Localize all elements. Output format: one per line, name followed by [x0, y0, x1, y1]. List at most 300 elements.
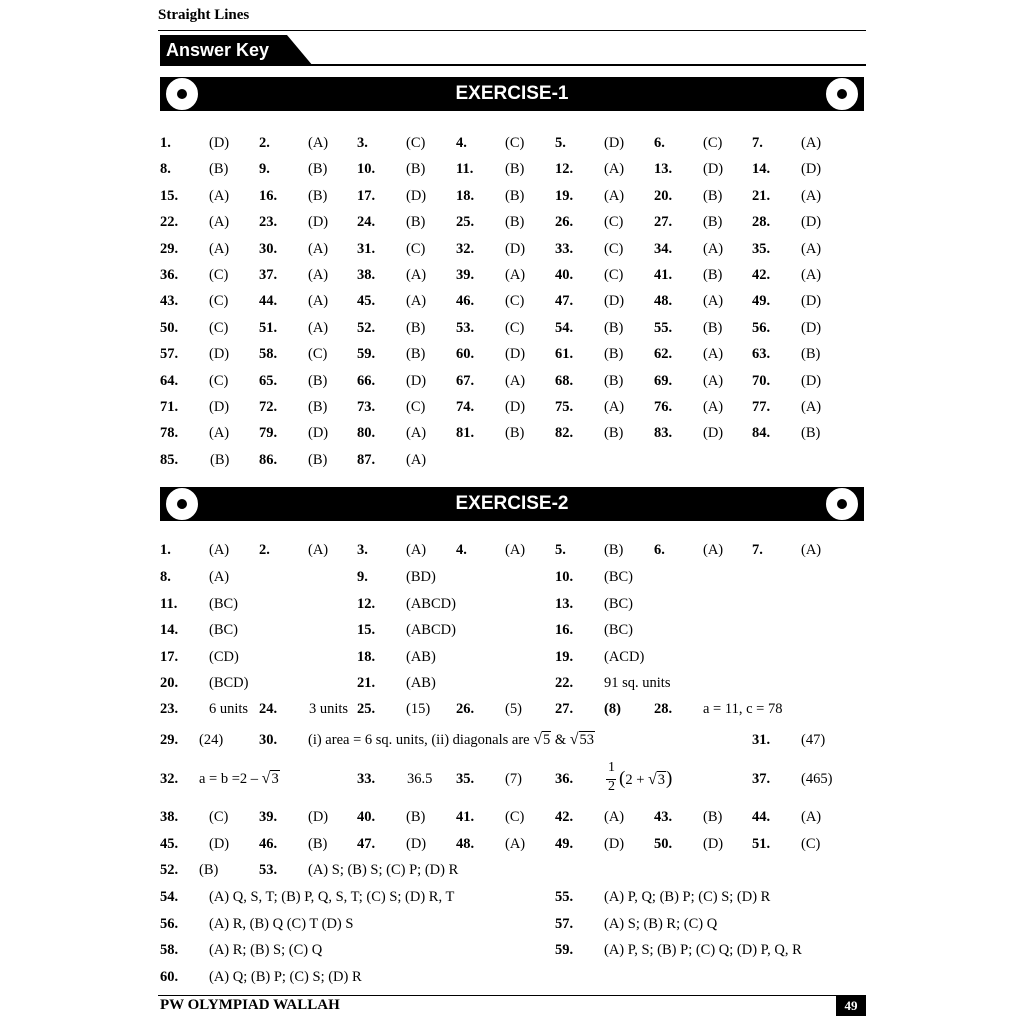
- answer-text: (i) area = 6 sq. units, (ii) diagonals are: [308, 732, 530, 748]
- question-number: 37.: [752, 771, 771, 787]
- question-number: 76.: [654, 399, 673, 415]
- answer-value: (C): [209, 809, 229, 825]
- sqrt-expression: √53: [569, 731, 595, 748]
- answer-value: (ABCD): [406, 622, 456, 638]
- question-number: 81.: [456, 425, 475, 442]
- question-number: 71.: [160, 399, 179, 415]
- question-number: 44.: [752, 809, 771, 825]
- question-number: 36.: [160, 267, 179, 283]
- question-number: 47.: [555, 293, 574, 310]
- answer-value: (A): [703, 346, 724, 363]
- exercise-1-banner: [160, 77, 864, 111]
- answer-value: (A) R; (B) S; (C) Q: [209, 942, 323, 958]
- question-number: 23.: [160, 701, 179, 717]
- question-number: 38.: [357, 267, 376, 283]
- question-number: 45.: [160, 836, 179, 852]
- answer-value: (B): [308, 161, 328, 178]
- question-number: 39.: [259, 809, 278, 825]
- question-number: 49.: [555, 836, 574, 852]
- exercise-2-title: EXERCISE-2: [455, 493, 569, 514]
- answer-value: (D): [703, 425, 724, 442]
- answer-value: (B): [210, 451, 230, 468]
- question-number: 52.: [160, 862, 179, 878]
- answer-value: (BC): [209, 622, 238, 638]
- question-number: 7.: [752, 135, 763, 151]
- answer-value: (A): [703, 240, 724, 257]
- answer-value: (A): [801, 135, 822, 151]
- answer-value: (A): [209, 542, 230, 558]
- answer-value: (C): [406, 240, 426, 257]
- answer-value: (A): [209, 214, 230, 231]
- question-number: 58.: [259, 346, 278, 363]
- answer-value: (B): [703, 319, 723, 336]
- answer-value: (BCD): [209, 675, 249, 691]
- question-number: 13.: [555, 595, 574, 612]
- question-number: 51.: [752, 836, 771, 852]
- answer-value: (A): [209, 569, 230, 585]
- question-number: 60.: [456, 346, 475, 363]
- question-number: 85.: [160, 451, 179, 468]
- question-number: 52.: [357, 319, 376, 336]
- question-number: 43.: [654, 809, 673, 825]
- question-number: 5.: [555, 542, 566, 558]
- answer-value: [308, 730, 595, 750]
- question-number: 68.: [555, 372, 574, 389]
- answer-value: (A): [703, 542, 724, 558]
- question-number: 55.: [555, 889, 574, 905]
- answer-value: (A): [505, 542, 526, 558]
- question-number: 70.: [752, 372, 771, 389]
- radicand: 5: [542, 732, 551, 748]
- answer-key-rule: [300, 64, 866, 66]
- question-number: 24.: [357, 214, 376, 231]
- answer-value: (A): [703, 372, 724, 389]
- question-number: 54.: [555, 319, 574, 336]
- answer-value: (D): [604, 135, 625, 151]
- question-number: 50.: [160, 319, 179, 336]
- answer-value: (B): [703, 187, 723, 204]
- question-number: 22.: [160, 214, 179, 231]
- answer-value: (B): [505, 214, 525, 231]
- question-number: 58.: [160, 942, 179, 958]
- answer-value: (C): [801, 836, 821, 852]
- question-number: 5.: [555, 135, 566, 151]
- answer-value: (C): [505, 809, 525, 825]
- answer-value: (A): [604, 399, 625, 415]
- answer-value: (B): [703, 809, 723, 825]
- question-number: 11.: [456, 161, 474, 178]
- answer-value: (7): [505, 771, 522, 787]
- question-number: 8.: [160, 569, 171, 585]
- question-number: 8.: [160, 161, 171, 178]
- answer-value: (A): [801, 542, 822, 558]
- question-number: 61.: [555, 346, 574, 363]
- answer-value: (B): [505, 187, 525, 204]
- question-number: 27.: [654, 214, 673, 231]
- question-number: 17.: [357, 187, 376, 204]
- answer-value: (A): [604, 809, 625, 825]
- question-number: 75.: [555, 399, 574, 415]
- answer-value: (ABCD): [406, 595, 456, 612]
- question-number: 15.: [357, 622, 376, 638]
- question-number: 74.: [456, 399, 475, 415]
- question-number: 32.: [160, 771, 179, 787]
- question-number: 47.: [357, 836, 376, 852]
- answer-value: (C): [703, 135, 723, 151]
- answer-value: (B): [604, 425, 624, 442]
- answer-value: (D): [209, 836, 230, 852]
- answer-value: (A): [801, 399, 822, 415]
- question-number: 36.: [555, 771, 574, 787]
- question-number: 31.: [357, 240, 376, 257]
- answer-value: (D): [505, 346, 526, 363]
- exercise-1-title: EXERCISE-1: [455, 83, 569, 104]
- answer-value: (A): [406, 451, 427, 468]
- close-paren: ): [666, 768, 673, 789]
- answer-value: (C): [209, 293, 229, 310]
- question-number: 43.: [160, 293, 179, 310]
- answer-value: (A): [505, 372, 526, 389]
- question-number: 29.: [160, 240, 179, 257]
- answer-value: (AB): [406, 675, 436, 691]
- question-number: 72.: [259, 399, 278, 415]
- question-number: 21.: [357, 675, 376, 691]
- question-number: 18.: [357, 648, 376, 665]
- question-number: 26.: [456, 701, 475, 717]
- answer-value: (C): [505, 319, 525, 336]
- question-number: 78.: [160, 425, 179, 442]
- question-number: 12.: [357, 595, 376, 612]
- question-number: 18.: [456, 187, 475, 204]
- question-number: 16.: [259, 187, 278, 204]
- answer-key-label: Answer Key: [166, 40, 270, 60]
- answer-value: a = 11, c = 78: [703, 701, 783, 717]
- question-number: 26.: [555, 214, 574, 231]
- question-number: 35.: [456, 771, 475, 787]
- answer-value: (B): [406, 214, 426, 231]
- answer-value: (C): [604, 240, 624, 257]
- question-number: 40.: [357, 809, 376, 825]
- circle-bullet-icon: [825, 77, 859, 111]
- numerator: 1: [608, 760, 615, 775]
- question-number: 82.: [555, 425, 574, 442]
- answer-value: (A) P, S; (B) P; (C) Q; (D) P, Q, R: [604, 942, 802, 958]
- answer-value: (B): [801, 346, 821, 363]
- question-number: 9.: [259, 161, 270, 178]
- answer-value: (B): [308, 399, 328, 415]
- question-number: 19.: [555, 187, 574, 204]
- question-number: 63.: [752, 346, 771, 363]
- answer-value: (D): [406, 836, 427, 852]
- question-number: 55.: [654, 319, 673, 336]
- question-number: 42.: [752, 267, 771, 283]
- answer-value: (A): [308, 319, 329, 336]
- answer-value: (A): [801, 187, 822, 204]
- answer-value: (C): [604, 267, 624, 283]
- answer-value: (D): [308, 425, 329, 442]
- question-number: 53.: [259, 862, 278, 878]
- question-number: 62.: [654, 346, 673, 363]
- question-number: 33.: [555, 240, 574, 257]
- question-number: 57.: [160, 346, 179, 363]
- answer-value: (A): [209, 187, 230, 204]
- answer-value: 6 units: [209, 701, 249, 717]
- answer-value: (465): [801, 771, 833, 787]
- question-number: 17.: [160, 648, 179, 665]
- answer-value: (D): [209, 399, 230, 415]
- question-number: 2.: [259, 135, 270, 151]
- header-rule: [158, 30, 866, 31]
- question-number: 6.: [654, 542, 665, 558]
- answer-value: (D): [801, 161, 822, 178]
- answer-value: (B): [505, 425, 525, 442]
- question-number: 3.: [357, 135, 368, 151]
- question-number: 45.: [357, 293, 376, 310]
- question-number: 84.: [752, 425, 771, 442]
- answer-value: (A): [406, 425, 427, 442]
- answer-text: 2 +: [625, 772, 645, 788]
- question-number: 32.: [456, 240, 475, 257]
- question-number: 21.: [752, 187, 771, 204]
- answer-value: (A): [308, 135, 329, 151]
- sqrt-expression: √3: [648, 771, 666, 788]
- answer-value: (B): [209, 161, 229, 178]
- answer-value: (A) S; (B) R; (C) Q: [604, 915, 718, 932]
- answer-value: (D): [703, 836, 724, 852]
- answer-value: (CD): [209, 648, 239, 665]
- question-number: 1.: [160, 542, 171, 558]
- answer-value: (B): [604, 372, 624, 389]
- answer-value: (B): [703, 267, 723, 283]
- answer-value: (D): [801, 214, 822, 231]
- question-number: 2.: [259, 542, 270, 558]
- answer-value: (C): [406, 135, 426, 151]
- question-number: 20.: [654, 187, 673, 204]
- answer-value: (B): [505, 161, 525, 178]
- footer-rule: [158, 995, 866, 996]
- answer-value: (D): [604, 293, 625, 310]
- question-number: 14.: [160, 622, 179, 638]
- answer-value: (A): [505, 267, 526, 283]
- answer-value: (B): [308, 451, 328, 468]
- answer-value: (A): [801, 240, 822, 257]
- answer-value: (C): [308, 346, 328, 363]
- answer-value: (B): [199, 862, 219, 878]
- answer-value: (D): [604, 836, 625, 852]
- answer-value: (B): [801, 425, 821, 442]
- question-number: 53.: [456, 319, 475, 336]
- question-number: 22.: [555, 675, 574, 691]
- answer-value: (D): [209, 135, 230, 151]
- question-number: 73.: [357, 399, 376, 415]
- question-number: 56.: [752, 319, 771, 336]
- answer-value: (D): [308, 214, 329, 231]
- answer-value: (B): [406, 809, 426, 825]
- answer-value: (A): [308, 293, 329, 310]
- answer-value: (D): [406, 372, 427, 389]
- answer-value: (ACD): [604, 648, 645, 665]
- question-number: 44.: [259, 293, 278, 310]
- question-number: 56.: [160, 915, 179, 932]
- question-number: 37.: [259, 267, 278, 283]
- question-number: 12.: [555, 161, 574, 178]
- answer-value: (A): [406, 542, 427, 558]
- answer-value: (A) S; (B) S; (C) P; (D) R: [308, 862, 459, 878]
- question-number: 41.: [456, 809, 475, 825]
- question-number: 25.: [456, 214, 475, 231]
- answer-value: 36.5: [407, 771, 433, 787]
- answer-value: (A): [604, 187, 625, 204]
- answer-value: (D): [209, 346, 230, 363]
- answer-value: (B): [604, 319, 624, 336]
- answer-value: (8): [604, 701, 621, 717]
- question-number: 51.: [259, 319, 278, 336]
- question-number: 77.: [752, 399, 771, 415]
- question-number: 23.: [259, 214, 278, 231]
- answer-value: (BC): [604, 622, 633, 638]
- question-number: 49.: [752, 293, 771, 310]
- question-number: 39.: [456, 267, 475, 283]
- question-number: 41.: [654, 267, 673, 283]
- answer-value: (A): [209, 425, 230, 442]
- answer-value: (C): [209, 372, 229, 389]
- answer-value: (A): [703, 399, 724, 415]
- answer-value: (24): [199, 732, 224, 748]
- answer-value: (A): [505, 836, 526, 852]
- answer-value: (D): [505, 240, 526, 257]
- question-number: 15.: [160, 187, 179, 204]
- footer-publisher: PW OLYMPIAD WALLAH: [160, 997, 340, 1013]
- question-number: 10.: [555, 569, 574, 585]
- question-number: 50.: [654, 836, 673, 852]
- question-number: 40.: [555, 267, 574, 283]
- answer-value: (D): [505, 399, 526, 415]
- question-number: 87.: [357, 451, 376, 468]
- answer-value: (B): [308, 187, 328, 204]
- answer-value: (D): [801, 293, 822, 310]
- question-number: 57.: [555, 915, 574, 932]
- question-number: 66.: [357, 372, 376, 389]
- answer-value: (A) Q, S, T; (B) P, Q, S, T; (C) S; (D) R, T: [209, 889, 455, 905]
- answer-value: (A): [308, 267, 329, 283]
- question-number: 19.: [555, 648, 574, 665]
- question-number: 16.: [555, 622, 574, 638]
- answer-value: (B): [604, 542, 624, 558]
- question-number: 33.: [357, 771, 376, 787]
- question-number: 67.: [456, 372, 475, 389]
- answer-text: a = b =2 –: [199, 771, 259, 787]
- question-number: 30.: [259, 240, 278, 257]
- answer-value: (A) P, Q; (B) P; (C) S; (D) R: [604, 889, 771, 905]
- question-number: 30.: [259, 732, 278, 748]
- answer-value: (A): [604, 161, 625, 178]
- question-number: 46.: [259, 836, 278, 852]
- question-number: 54.: [160, 889, 179, 905]
- answer-value: (A): [308, 240, 329, 257]
- question-number: 35.: [752, 240, 771, 257]
- answer-value: (D): [308, 809, 329, 825]
- answer-value: 3 units: [309, 701, 349, 717]
- question-number: 59.: [555, 942, 574, 958]
- answer-value: (B): [308, 372, 328, 389]
- question-number: 83.: [654, 425, 673, 442]
- question-number: 79.: [259, 425, 278, 442]
- open-paren: (: [619, 768, 626, 789]
- answer-value: (C): [209, 267, 229, 283]
- question-number: 4.: [456, 542, 467, 558]
- question-number: 60.: [160, 968, 179, 985]
- answer-value: (B): [406, 161, 426, 178]
- question-number: 48.: [456, 836, 475, 852]
- question-number: 48.: [654, 293, 673, 310]
- answer-value: (A): [406, 267, 427, 283]
- answer-value: (15): [406, 701, 431, 717]
- answer-value: (A): [406, 293, 427, 310]
- question-number: 9.: [357, 569, 368, 585]
- answer-value: (D): [801, 319, 822, 336]
- answer-value: (A): [703, 293, 724, 310]
- answer-value: (B): [406, 319, 426, 336]
- answer-value: (C): [505, 293, 525, 310]
- answer-value: [199, 769, 280, 789]
- answer-value: (C): [406, 399, 426, 415]
- answer-value: (B): [308, 836, 328, 852]
- answer-value: (A) R, (B) Q (C) T (D) S: [209, 915, 354, 932]
- exercise-2-banner: [160, 487, 864, 521]
- question-number: 80.: [357, 425, 376, 442]
- answer-value: (C): [604, 214, 624, 231]
- answer-value: (C): [209, 319, 229, 336]
- question-number: 6.: [654, 135, 665, 151]
- answer-value: (A): [801, 809, 822, 825]
- answer-value: (D): [801, 372, 822, 389]
- answer-value: (BC): [604, 569, 633, 585]
- question-number: 46.: [456, 293, 475, 310]
- denominator: 2: [608, 779, 615, 794]
- question-number: 28.: [654, 701, 673, 717]
- question-number: 38.: [160, 809, 179, 825]
- question-number: 13.: [654, 161, 673, 178]
- question-number: 7.: [752, 542, 763, 558]
- radicand: 3: [271, 771, 279, 787]
- answer-value: [619, 769, 672, 790]
- question-number: 59.: [357, 346, 376, 363]
- answer-value: (A): [308, 542, 329, 558]
- circle-bullet-icon: [825, 487, 859, 521]
- radicand: 3: [657, 772, 666, 788]
- question-number: 10.: [357, 161, 376, 178]
- question-number: 14.: [752, 161, 771, 178]
- answer-value: (D): [406, 187, 427, 204]
- sqrt-expression: √3: [261, 770, 279, 787]
- question-number: 24.: [259, 701, 278, 717]
- answer-value: (C): [505, 135, 525, 151]
- question-number: 86.: [259, 451, 278, 468]
- answer-value: (B): [406, 346, 426, 363]
- question-number: 11.: [160, 595, 178, 612]
- question-number: 28.: [752, 214, 771, 231]
- answer-value: (D): [703, 161, 724, 178]
- question-number: 69.: [654, 372, 673, 389]
- answer-value: (A): [801, 267, 822, 283]
- sqrt-expression: √5: [533, 731, 551, 748]
- answer-value: (AB): [406, 648, 436, 665]
- ampersand: &: [554, 732, 567, 748]
- page-number: 49: [836, 996, 866, 1016]
- answer-value: (BC): [604, 595, 633, 612]
- question-number: 29.: [160, 732, 179, 748]
- answer-value: (A): [209, 240, 230, 257]
